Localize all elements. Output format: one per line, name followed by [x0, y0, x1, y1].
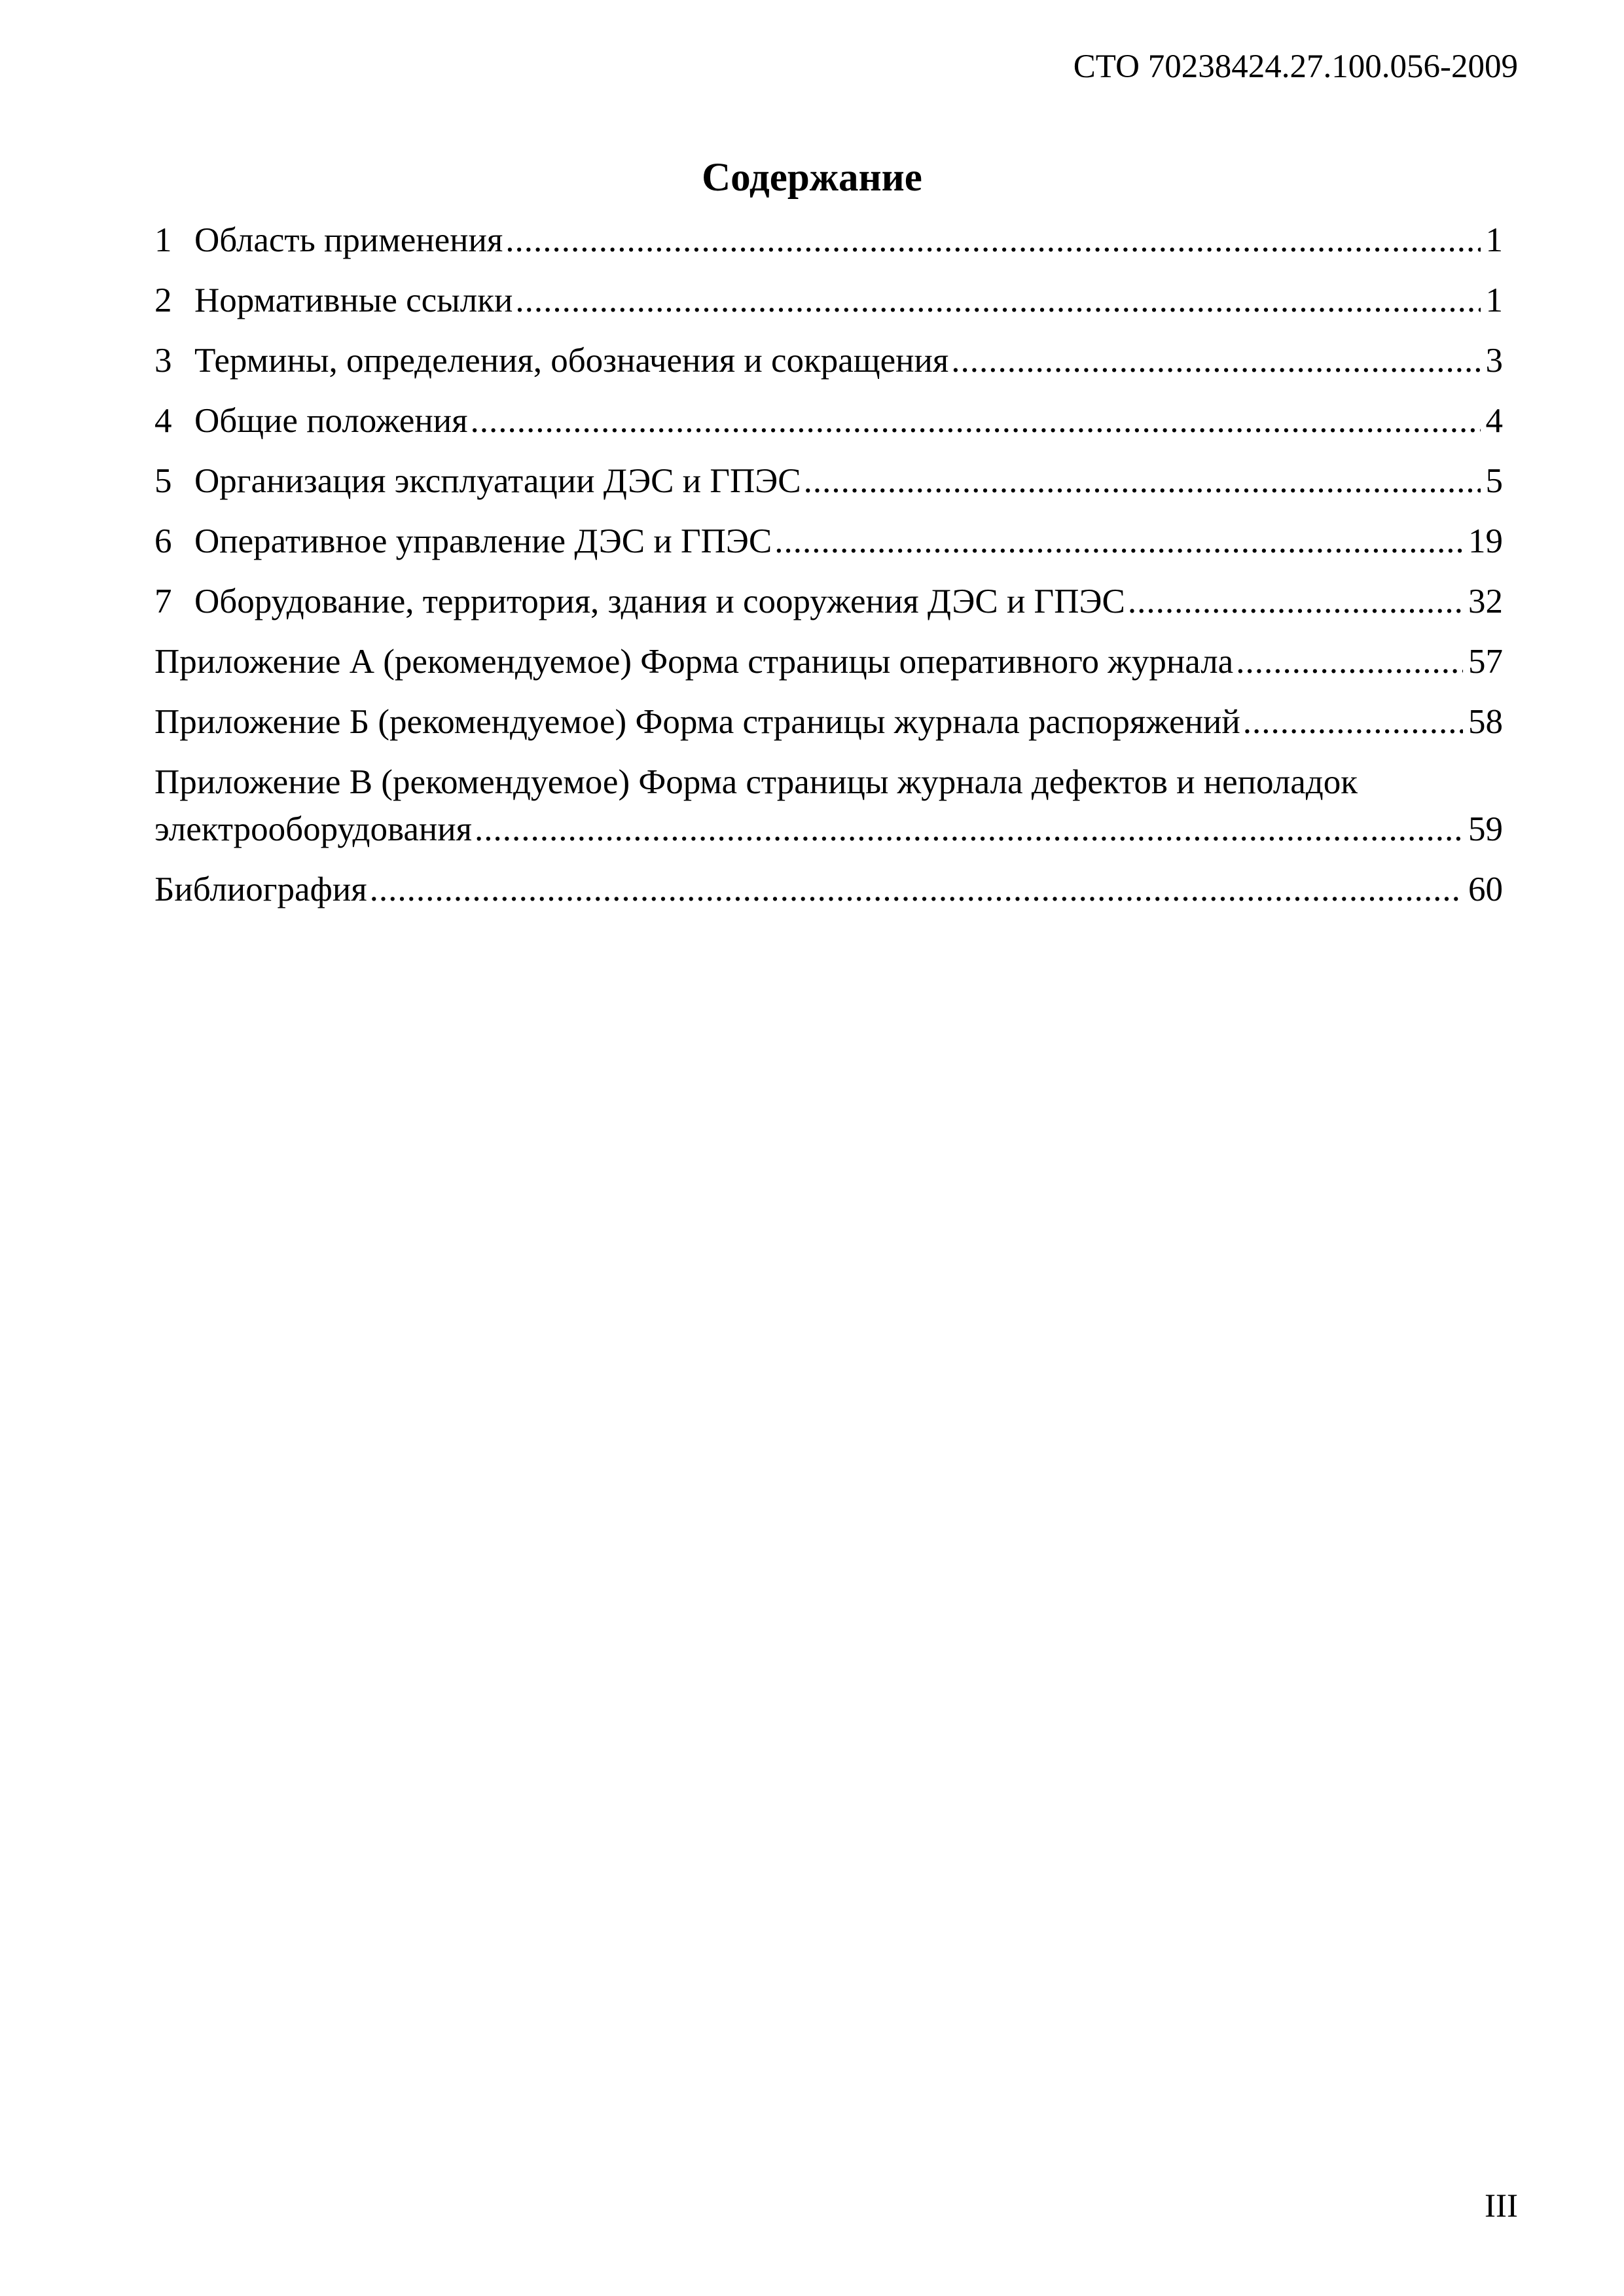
toc-entry-number: 7: [154, 583, 172, 620]
toc-entry-title-line1: Приложение В (рекомендуемое) Форма страницы журнала дефектов и неполадок: [154, 763, 1358, 801]
toc-entry-title: Общие положения: [194, 402, 468, 440]
toc-entry[interactable]: [154, 337, 1503, 384]
toc-leader-dots: [1128, 578, 1463, 625]
toc-entry[interactable]: [154, 578, 1503, 625]
toc-entry-appendix[interactable]: [154, 638, 1503, 685]
toc-entry[interactable]: [154, 217, 1503, 264]
toc-entry-page: 1: [1485, 221, 1503, 259]
toc-entry-page: 32: [1468, 583, 1503, 620]
page-number: III: [1485, 2188, 1518, 2225]
toc-entry-title: Приложение А (рекомендуемое) Форма страницы оперативного журнала: [154, 643, 1234, 681]
toc-entry[interactable]: [154, 518, 1503, 565]
toc-leader-dots: [471, 397, 1481, 444]
toc-leader-dots: [1236, 638, 1463, 685]
toc-entry-number: 4: [154, 402, 172, 440]
toc-entry-appendix[interactable]: [154, 698, 1503, 745]
table-of-contents: [154, 217, 1503, 926]
toc-entry-page: 4: [1485, 402, 1503, 440]
toc-entry-appendix[interactable]: [154, 759, 1503, 853]
toc-leader-dots: [951, 337, 1480, 384]
toc-leader-dots: [774, 518, 1463, 565]
toc-entry[interactable]: [154, 457, 1503, 505]
toc-entry-page: 57: [1468, 643, 1503, 681]
toc-entry-page: 1: [1485, 281, 1503, 319]
toc-title: Содержание: [702, 156, 922, 200]
toc-entry-title: Приложение Б (рекомендуемое) Форма страницы журнала распоряжений: [154, 703, 1240, 741]
toc-entry-title: Организация эксплуатации ДЭС и ГПЭС: [194, 462, 801, 500]
toc-leader-dots: [370, 866, 1463, 913]
toc-entry-title: Область применения: [194, 221, 503, 259]
toc-entry[interactable]: [154, 397, 1503, 444]
toc-entry-number: 6: [154, 522, 172, 560]
toc-entry-title: Нормативные ссылки: [194, 281, 513, 319]
toc-leader-dots: [804, 457, 1481, 505]
toc-entry[interactable]: [154, 277, 1503, 324]
toc-leader-dots: [1243, 698, 1463, 745]
toc-entry-title: Оборудование, территория, здания и сооружения ДЭС и ГПЭС: [194, 583, 1125, 620]
toc-leader-dots: [475, 806, 1463, 853]
toc-entry-number: 3: [154, 342, 172, 380]
toc-entry-bibliography[interactable]: [154, 866, 1503, 913]
toc-entry-title: Оперативное управление ДЭС и ГПЭС: [194, 522, 772, 560]
toc-entry-page: 5: [1485, 462, 1503, 500]
toc-entry-number: 5: [154, 462, 172, 500]
toc-entry-page: 3: [1485, 342, 1503, 380]
toc-entry-number: 1: [154, 221, 172, 259]
toc-leader-dots: [515, 277, 1480, 324]
toc-leader-dots: [505, 217, 1480, 264]
toc-entry-title-line2: электрооборудования: [154, 810, 472, 848]
toc-entry-title: Библиография: [154, 870, 367, 908]
toc-entry-title: Термины, определения, обозначения и сокращения: [194, 342, 949, 380]
document-code: СТО 70238424.27.100.056-2009: [1073, 48, 1518, 85]
toc-entry-page: 59: [1468, 810, 1503, 848]
toc-entry-page: 19: [1468, 522, 1503, 560]
toc-entry-number: 2: [154, 281, 172, 319]
toc-entry-page: 58: [1468, 703, 1503, 741]
toc-entry-page: 60: [1468, 870, 1503, 908]
